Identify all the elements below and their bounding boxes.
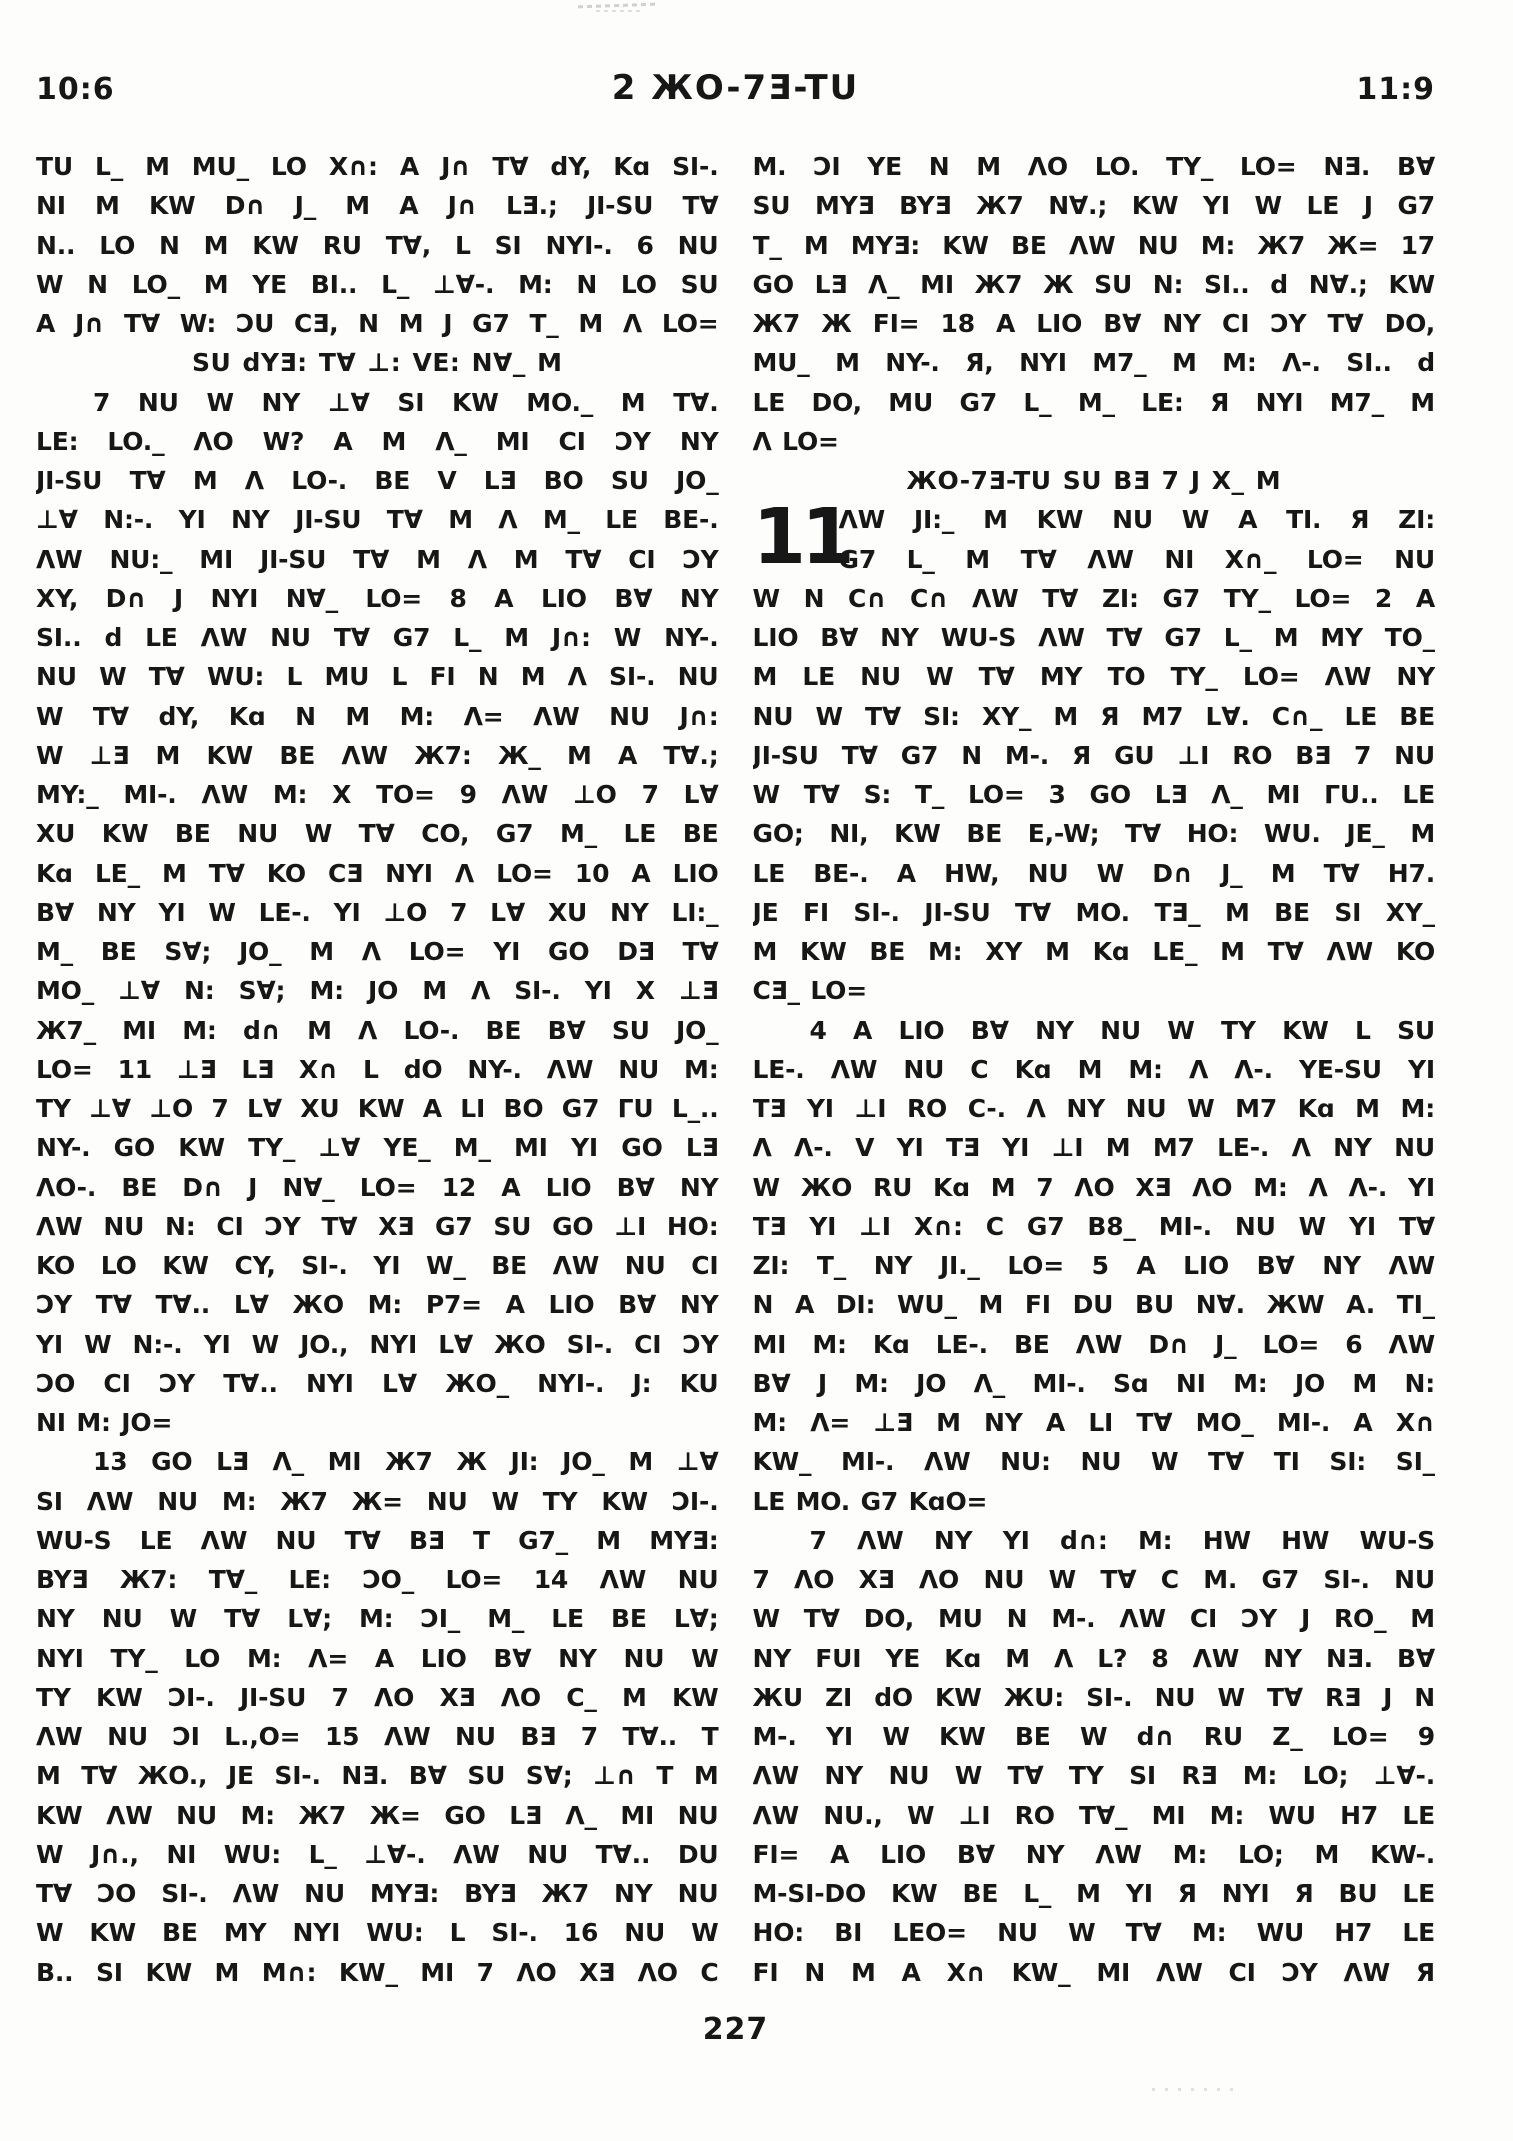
text-line: M. ƆI YE N M ΛO LO. TY_ LO= NƎ. B∀ <box>752 152 1435 181</box>
text-line: ΛW JI:_ M KW NU W A TI. Я ZI: <box>838 505 1435 535</box>
book-title: 2 ЖO-7Ǝ-TU <box>611 68 860 108</box>
text-line: XY, D∩ J NYI N∀_ LO= 8 A LIO B∀ NY <box>36 583 719 613</box>
text-line: M-SI-DO KW BE L_ M YI Я NYI Я BU LE <box>752 1879 1435 1908</box>
text-line: NI M: JO= <box>36 1408 173 1437</box>
text-line: M T∀ ЖO., JE SI-. NƎ. B∀ SU S∀; ⊥∩ T M <box>36 1761 719 1791</box>
text-line: NYI TY_ LO M: Λ= A LIO B∀ NY NU W <box>36 1643 719 1673</box>
text-line: TƎ YI ⊥I RO C-. Λ NY NU W M7 Kɑ M M: <box>752 1094 1435 1123</box>
text-line: M_ BE S∀; JO_ M Λ LO= YI GO DƎ T∀ <box>36 937 719 966</box>
text-line: HO: BI LEO= NU W T∀ M: WU H7 LE <box>752 1918 1435 1948</box>
text-line: MY:_ MI-. ΛW M: X TO= 9 ΛW ⊥O 7 L∀ <box>36 780 719 809</box>
text-line: TY ⊥∀ ⊥O 7 L∀ XU KW A LI BO G7 ΓU L_.. <box>36 1094 719 1123</box>
text-line: JI-SU T∀ G7 N M-. Я GU ⊥I RO BƎ 7 NU <box>752 740 1435 770</box>
text-line: W N C∩ C∩ ΛW T∀ ZI: G7 TY_ LO= 2 A <box>752 583 1435 613</box>
chapter-block <box>752 493 1436 583</box>
text-line: NY NU W T∀ L∀; M: ƆI_ M_ LE BE L∀; <box>36 1604 719 1634</box>
text-line: ΛW NU ƆI L.,O= 15 ΛW NU BƎ 7 T∀.. T <box>36 1722 719 1751</box>
section-heading: SU dYƎ: T∀ ⊥: VE: N∀_ M <box>192 348 563 378</box>
text-line: NY-. GO KW TY_ ⊥∀ YE_ M_ MI YI GO LƎ <box>36 1133 719 1163</box>
text-line: Λ LO= <box>752 426 839 456</box>
text-line: W T∀ dY, Kɑ N M M: Λ= ΛW NU J∩: <box>36 701 719 731</box>
text-line: M: Λ= ⊥Ǝ M NY A LI T∀ MO_ MI-. A X∩ <box>752 1408 1435 1437</box>
text-line: ΛW NU N: CI ƆY T∀ XƎ G7 SU GO ⊥I HO: <box>36 1211 719 1241</box>
text-line: W T∀ S: T_ LO= 3 GO LƎ Λ_ MI ΓU.. LE <box>752 780 1435 809</box>
text-line: KO LO KW CY, SI-. YI W_ BE ΛW NU CI <box>36 1251 719 1280</box>
text-line: CƎ_ LO= <box>752 976 867 1006</box>
section-heading: ЖO-7Ǝ-TU SU BƎ 7 J X_ M <box>906 466 1282 495</box>
text-line: XU KW BE NU W T∀ CO, G7 M_ LE BE <box>36 819 719 849</box>
text-line: ΛO-. BE D∩ J N∀_ LO= 12 A LIO B∀ NY <box>36 1172 719 1202</box>
text-line: T_ M MYƎ: KW BE ΛW NU M: Ж7 Ж= 17 <box>752 230 1435 260</box>
text-line: W ЖO RU Kɑ M 7 ΛO XƎ ΛO M: Λ Λ-. YI <box>752 1172 1435 1202</box>
text-line: FI N M A X∩ KW_ MI ΛW CI ƆY ΛW Я <box>752 1957 1435 1987</box>
text-line: KW_ MI-. ΛW NU: NU W T∀ TI SI: SI_ <box>752 1447 1435 1477</box>
scan-artifact <box>578 3 656 9</box>
chapter-number: 11 <box>752 493 850 583</box>
text-line: YI W N:-. YI W JO., NYI L∀ ЖO SI-. CI ƆY <box>36 1329 719 1359</box>
text-line: Ж7 Ж FI= 18 A LIO B∀ NY CI ƆY T∀ DO, <box>752 309 1435 338</box>
text-line: WU-S LE ΛW NU T∀ BƎ T G7_ M MYƎ: <box>36 1525 719 1555</box>
text-line: 7 NU W NY ⊥∀ SI KW MO._ M T∀. <box>93 387 719 417</box>
text-line: SI.. d LE ΛW NU T∀ G7 L_ M J∩: W NY-. <box>36 623 719 652</box>
text-line: W N LO_ M YE BI.. L_ ⊥∀-. M: N LO SU <box>36 269 719 299</box>
text-line: LIO B∀ NY WU-S ΛW T∀ G7 L_ M MY TO_ <box>752 623 1435 652</box>
verse-ref-left: 10:6 <box>36 72 115 107</box>
text-line: B∀ J M: JO Λ_ MI-. Sɑ NI M: JO M N: <box>752 1368 1435 1398</box>
text-line: GO LƎ Λ_ MI Ж7 Ж SU N: SI.. d N∀.; KW <box>752 269 1435 299</box>
text-line: JE FI SI-. JI-SU T∀ MO. TƎ_ M BE SI XY_ <box>752 897 1435 927</box>
page-footer <box>36 2012 1435 2047</box>
text-line: B.. SI KW M M∩: KW_ MI 7 ΛO XƎ ΛO C <box>36 1957 719 1987</box>
text-line: G7 L_ M T∀ ΛW NI X∩_ LO= NU <box>838 544 1435 574</box>
text-line: W ⊥Ǝ M KW BE ΛW Ж7: Ж_ M A T∀.; <box>36 740 719 770</box>
text-line: A J∩ T∀ W: ƆU CƎ, N M J G7 T_ M Λ LO= <box>36 309 719 338</box>
text-line: TU L_ M MU_ LO X∩: A J∩ T∀ dY, Kɑ SI-. <box>36 152 719 181</box>
text-line: NI M KW D∩ J_ M A J∩ LƎ.; JI-SU T∀ <box>36 191 719 221</box>
text-line: ƆY T∀ T∀.. L∀ ЖO M: P7= A LIO B∀ NY <box>36 1290 719 1320</box>
text-line: MU_ M NY-. Я, NYI M7_ M M: Λ-. SI.. d <box>752 348 1435 378</box>
right-column <box>753 147 1436 1992</box>
text-line: ΛW NY NU W T∀ TY SI RƎ M: LO; ⊥∀-. <box>752 1761 1435 1791</box>
text-line: FI= A LIO B∀ NY ΛW M: LO; M KW-. <box>752 1839 1435 1869</box>
left-column <box>36 147 719 1992</box>
text-line: 4 A LIO B∀ NY NU W TY KW L SU <box>809 1015 1435 1045</box>
text-line: W J∩., NI WU: L_ ⊥∀-. ΛW NU T∀.. DU <box>36 1839 719 1869</box>
text-line: N A DI: WU_ M FI DU BU N∀. ЖW A. TI_ <box>752 1290 1435 1320</box>
text-line: ⊥∀ N:-. YI NY JI-SU T∀ M Λ M_ LE BE-. <box>36 505 719 535</box>
text-line: LO= 11 ⊥Ǝ LƎ X∩ L dO NY-. ΛW NU M: <box>36 1054 719 1084</box>
text-line: Λ Λ-. V YI TƎ YI ⊥I M M7 LE-. Λ NY NU <box>752 1133 1435 1163</box>
text-line: BYƎ Ж7: T∀_ LE: ƆO_ LO= 14 ΛW NU <box>36 1565 719 1594</box>
text-line: JI-SU T∀ M Λ LO-. BE V LƎ BO SU JO_ <box>36 466 719 495</box>
verse-ref-right: 11:9 <box>1356 72 1435 107</box>
text-line: ΛW NU., W ⊥I RO T∀_ MI M: WU H7 LE <box>752 1800 1435 1830</box>
text-line: 7 ΛO XƎ ΛO NU W T∀ C M. G7 SI-. NU <box>752 1565 1435 1594</box>
text-line: M-. YI W KW BE W d∩ RU Z_ LO= 9 <box>752 1722 1435 1751</box>
text-line: MI M: Kɑ LE-. BE ΛW D∩ J_ LO= 6 ΛW <box>752 1329 1435 1359</box>
text-line: W T∀ DO, MU N M-. ΛW CI ƆY J RO_ M <box>752 1604 1435 1634</box>
text-line: 13 GO LƎ Λ_ MI Ж7 Ж JI: JO_ M ⊥∀ <box>93 1447 719 1477</box>
running-header <box>36 68 1435 108</box>
text-line: ZI: T_ NY JI._ LO= 5 A LIO B∀ NY ΛW <box>752 1251 1435 1280</box>
text-line: M KW BE M: XY M Kɑ LE_ M T∀ ΛW KO <box>752 937 1435 966</box>
text-line: NU W T∀ WU: L MU L FI N M Λ SI-. NU <box>36 662 719 692</box>
text-line: GO; NI, KW BE E,-W; T∀ HO: WU. JE_ M <box>752 819 1435 849</box>
text-line: SI ΛW NU M: Ж7 Ж= NU W TY KW ƆI-. <box>36 1486 719 1516</box>
text-line: LE DO, MU G7 L_ M_ LE: Я NYI M7_ M <box>752 387 1435 417</box>
text-line: W KW BE MY NYI WU: L SI-. 16 NU W <box>36 1918 719 1948</box>
text-line: TY KW ƆI-. JI-SU 7 ΛO XƎ ΛO C_ M KW <box>36 1682 719 1712</box>
text-line: Kɑ LE_ M T∀ KO CƎ NYI Λ LO= 10 A LIO <box>36 858 719 888</box>
text-line: LE-. ΛW NU C Kɑ M M: Λ Λ-. YE-SU YI <box>752 1054 1435 1084</box>
text-columns <box>36 147 1435 1992</box>
text-line: ƆO CI ƆY T∀.. NYI L∀ ЖO_ NYI-. J: KU <box>36 1368 719 1398</box>
text-line: NU W T∀ SI: XY_ M Я M7 L∀. C∩_ LE BE <box>752 701 1435 731</box>
text-line: TƎ YI ⊥I X∩: C G7 B8_ MI-. NU W YI T∀ <box>752 1211 1435 1241</box>
text-line: M LE NU W T∀ MY TO TY_ LO= ΛW NY <box>752 662 1435 692</box>
text-line: 7 ΛW NY YI d∩: M: HW HW WU-S <box>809 1525 1435 1555</box>
text-line: Ж7_ MI M: d∩ M Λ LO-. BE B∀ SU JO_ <box>36 1015 719 1045</box>
text-line: N.. LO N M KW RU T∀, L SI NYI-. 6 NU <box>36 230 719 260</box>
text-line: B∀ NY YI W LE-. YI ⊥O 7 L∀ XU NY LI:_ <box>36 897 719 927</box>
scan-artifact <box>596 10 642 12</box>
page-number: 227 <box>702 2012 769 2047</box>
text-line: SU MYƎ BYƎ Ж7 N∀.; KW YI W LE J G7 <box>752 191 1435 221</box>
scan-artifact <box>1152 2088 1238 2091</box>
text-line: T∀ ƆO SI-. ΛW NU MYƎ: BYƎ Ж7 NY NU <box>36 1879 719 1908</box>
text-line: ЖU ZI dO KW ЖU: SI-. NU W T∀ RƎ J N <box>752 1682 1435 1712</box>
text-line: NY FUI YE Kɑ M Λ L? 8 ΛW NY NƎ. B∀ <box>752 1643 1435 1673</box>
text-line: MO_ ⊥∀ N: S∀; M: JO M Λ SI-. YI X ⊥Ǝ <box>36 976 719 1006</box>
text-line: LE: LO._ ΛO W? A M Λ_ MI CI ƆY NY <box>36 426 719 456</box>
text-line: LE BE-. A HW, NU W D∩ J_ M T∀ H7. <box>752 858 1435 888</box>
text-line: LE MO. G7 KɑO= <box>752 1486 988 1516</box>
chapter-opening-lines <box>839 500 1436 579</box>
text-line: KW ΛW NU M: Ж7 Ж= GO LƎ Λ_ MI NU <box>36 1800 719 1830</box>
text-line: ΛW NU:_ MI JI-SU T∀ M Λ M T∀ CI ƆY <box>36 544 719 574</box>
